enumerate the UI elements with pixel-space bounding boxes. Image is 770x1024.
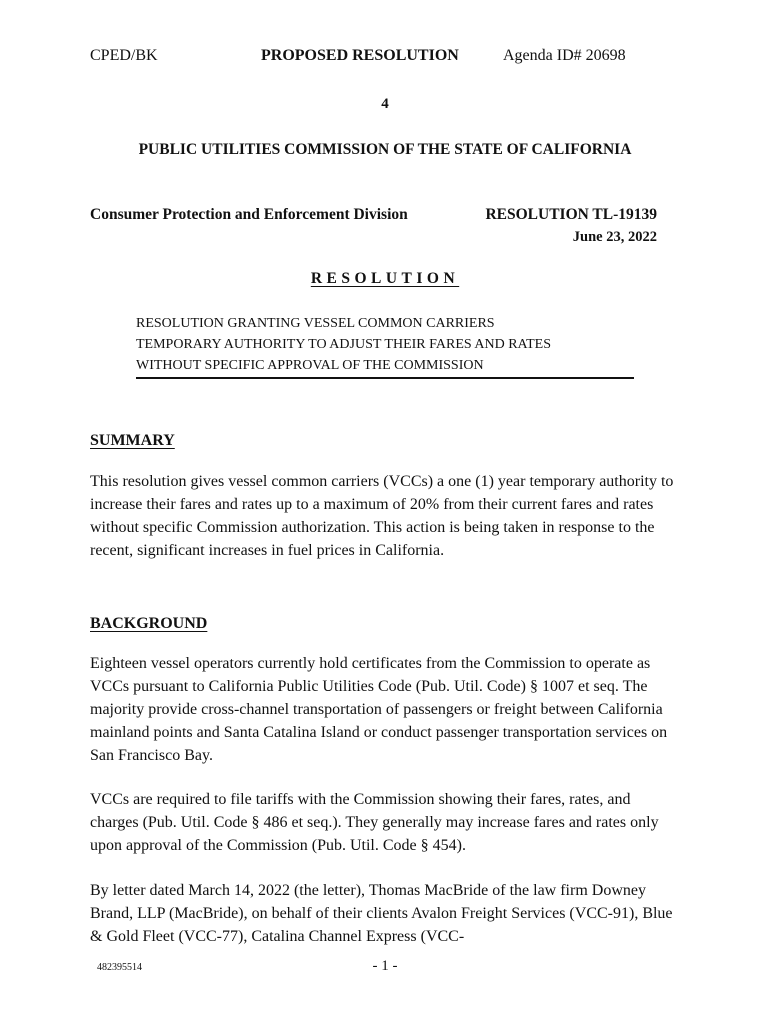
resolution-title-line: RESOLUTION GRANTING VESSEL COMMON CARRIERS (136, 316, 495, 331)
footer-page-number: - 1 - (372, 958, 398, 974)
background-heading: BACKGROUND (90, 615, 208, 632)
summary-heading: SUMMARY (90, 432, 175, 449)
background-paragraph-2: VCCs are required to file tariffs with the Commission showing their fares, rates, and charges (Pub. Util. Code § 486 et seq.). They generally may increase fares and rates only upon approval of the Commission (Pub. Util. Code § 454). (90, 791, 659, 854)
division-name: Consumer Protection and Enforcement Division (90, 206, 408, 223)
commission-title: PUBLIC UTILITIES COMMISSION OF THE STATE OF CALIFORNIA (138, 141, 632, 158)
resolution-date: June 23, 2022 (572, 229, 657, 245)
resolution-title (136, 313, 634, 379)
summary-paragraph: This resolution gives vessel common carriers (VCCs) a one (1) year temporary authority to increase their fares and rates up to a maximum of 20% from their current fares and rates without specific Commission authorization. This action is being taken in response to the recent, significant increases in fuel prices in California. (90, 473, 674, 559)
header-document-status: PROPOSED RESOLUTION (261, 47, 459, 64)
header-agenda-id: Agenda ID# 20698 (503, 47, 626, 64)
resolution-title-line: WITHOUT SPECIFIC APPROVAL OF THE COMMISSION (136, 358, 484, 373)
header-office-code: CPED/BK (90, 47, 158, 64)
background-paragraph-1: Eighteen vessel operators currently hold certificates from the Commission to operate as VCCs pursuant to California Public Utilities Code (Pub. Util. Code) § 1007 et seq. The majority provide cross-channel transportation of passengers or freight between California mainland points and Santa Catalina Island or conduct passenger transportation services on San Francisco Bay. (90, 655, 668, 764)
background-paragraph-3: By letter dated March 14, 2022 (the letter), Thomas MacBride of the law firm Downey Brand, LLP (MacBride), on behalf of their clients Avalon Freight Services (VCC-91), Blue & Gold Fleet (VCC-77), Catalina Channel Express (VCC- (90, 882, 673, 945)
resolution-heading: RESOLUTION (310, 270, 460, 287)
footer-document-id: 482395514 (97, 962, 142, 973)
item-number: 4 (381, 96, 389, 112)
resolution-title-line: TEMPORARY AUTHORITY TO ADJUST THEIR FARES AND RATES (136, 337, 552, 352)
resolution-number: RESOLUTION TL-19139 (485, 206, 657, 223)
